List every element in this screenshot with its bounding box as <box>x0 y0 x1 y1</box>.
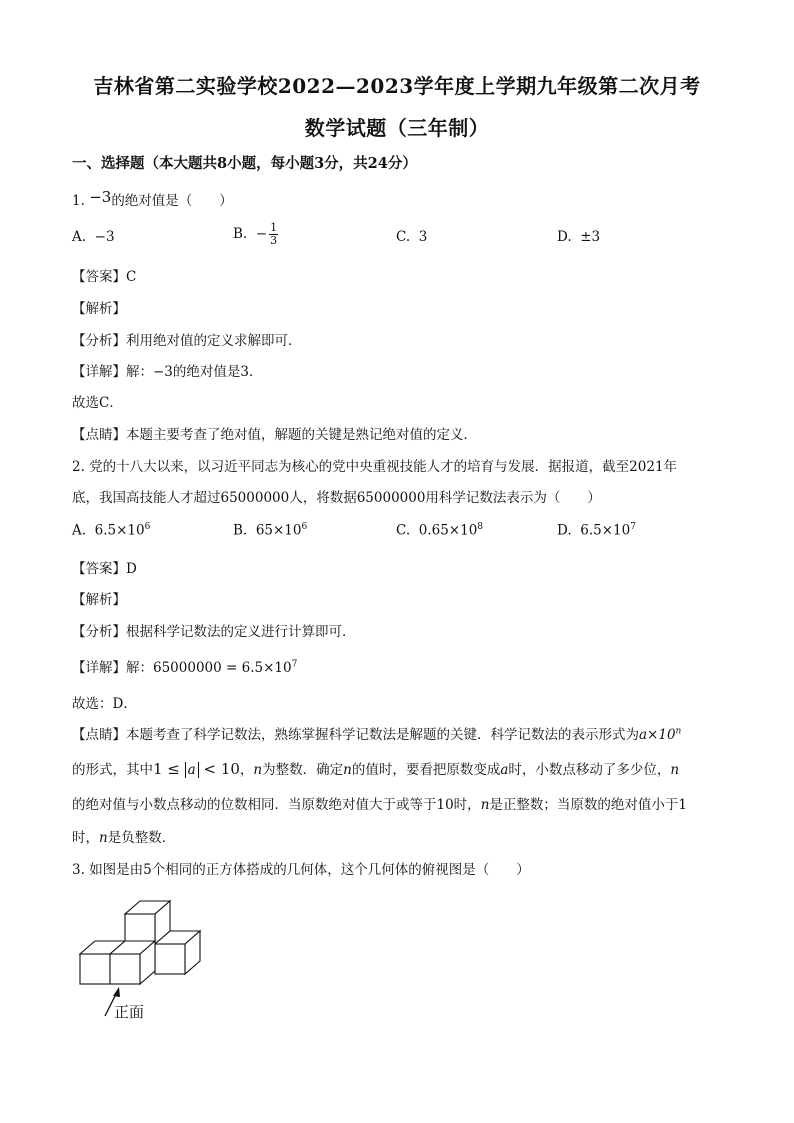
q2-choose: 故选：D． <box>72 696 137 712</box>
q2-comment-line1: 【点睛】本题考查了科学记数法，熟练掌握科学记数法是解题的关键．科学记数法的表示形式为$a\times 10^n$ <box>72 726 682 743</box>
cube-front-left <box>80 954 110 984</box>
arrow-head-icon <box>113 987 120 997</box>
q2-option-a: A. $6.5\times 10^6$ <box>72 522 151 539</box>
q2-comment-line3: 的绝对值与小数点移动的位数相同．当原数绝对值大于或等于10时，n是正整数；当原数的绝对值小于1 <box>72 797 687 813</box>
q2-detail: 【详解】解：$65000000 = 6.5\times 10^7$ <box>72 659 298 676</box>
q2-option-b: B. $65\times 10^6$ <box>233 522 308 539</box>
cube-top-front <box>125 914 155 944</box>
q1-option-c: C. 3 <box>396 229 428 245</box>
q1-option-b-fraction: $\frac{1}{3}$ <box>270 221 278 247</box>
q1-option-b: B. − $\frac{1}{3}$ <box>233 221 278 247</box>
q1-choose: 故选C． <box>72 395 123 411</box>
q2-stem-line1: 2. 党的十八大以来，以习近平同志为核心的党中央重视技能人才的培育与发展．据报道，截至2021年 <box>72 459 678 475</box>
q1-option-d: D. ±3 <box>557 229 601 245</box>
q1-fenxi: 【分析】利用绝对值的定义求解即可． <box>72 333 302 349</box>
q2-analysis-label: 【解析】 <box>72 592 126 608</box>
q3-figure-label: 正面 <box>114 1003 145 1021</box>
q2-stem-line2: 底，我国高技能人才超过65000000人，将数据65000000用科学记数法表示为（ ） <box>72 490 601 506</box>
cube-back-front <box>155 944 185 974</box>
q2-comment-line2: 的形式，其中1 ≤ a < 10，n为整数．确定n的值时，要看把原数变成a时，小数点移动了多少位，n <box>72 760 680 778</box>
q1-stem <box>72 189 233 209</box>
q1-detail: 【详解】解：−3的绝对值是3． <box>72 364 263 380</box>
q1-number: 1. <box>72 193 85 209</box>
q2-answer: 【答案】D <box>72 561 137 577</box>
q1-option-a: A. −3 <box>72 229 115 245</box>
section-heading: 一、选择题（本大题共8小题，每小题3分，共24分） <box>72 155 417 172</box>
page-subtitle: 数学试题（三年制） <box>304 116 490 140</box>
q2-option-d: D. $6.5\times 10^7$ <box>557 522 636 539</box>
q2-comment-line4: 时，n是负整数． <box>72 830 176 846</box>
page-title: 吉林省第二实验学校2022—2023学年度上学期九年级第二次月考 <box>93 74 701 98</box>
q1-comment: 【点睛】本题主要考查了绝对值，解题的关键是熟记绝对值的定义． <box>72 427 477 443</box>
cube-front-right <box>110 954 140 984</box>
q2-option-c: C. $0.65\times 10^8$ <box>396 522 484 539</box>
q2-fenxi: 【分析】根据科学记数法的定义进行计算即可． <box>72 624 356 640</box>
q1-stem-text: 的绝对值是（ ） <box>111 193 233 209</box>
q1-answer: 【答案】C <box>72 269 137 285</box>
q1-analysis-label: 【解析】 <box>72 301 126 317</box>
q3-stem: 3. 如图是由5个相同的正方体搭成的几何体，这个几何体的俯视图是（ ） <box>72 862 530 878</box>
q1-expression: −3 <box>89 188 112 206</box>
q3-cube-figure <box>75 884 225 1024</box>
